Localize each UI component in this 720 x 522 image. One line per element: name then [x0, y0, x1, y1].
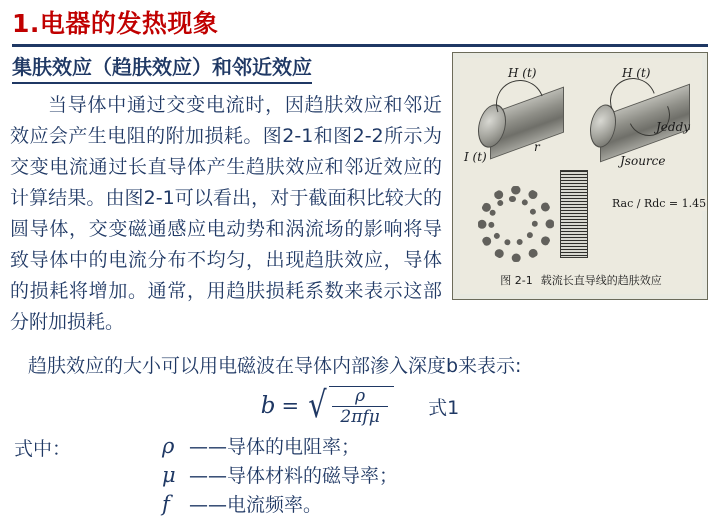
legend-head: 式中： [14, 438, 72, 460]
legend-symbol: μ [162, 463, 176, 487]
figure-label-i-left: I (t) [464, 150, 487, 164]
radicand [329, 386, 394, 426]
ratio-annotation [610, 196, 708, 211]
square-root-icon [306, 386, 394, 426]
radical-sign: √ [308, 384, 327, 426]
formula-row [0, 382, 720, 430]
title-divider [12, 44, 708, 47]
fraction-numerator: ρ [355, 385, 366, 406]
figure-image [460, 58, 707, 294]
legend-symbol: f [162, 492, 170, 516]
formula-label: 式1 [428, 396, 460, 419]
figure-label-h-right: H (t) [622, 66, 651, 80]
legend-description: ——导体材料的磁导率； [189, 465, 399, 487]
legend-row [14, 461, 714, 490]
legend-row [14, 490, 714, 519]
page-title: 1.电器的发热现象 [12, 9, 219, 38]
legend-symbol: ρ [162, 434, 175, 458]
legend [14, 432, 714, 519]
formula [261, 386, 394, 426]
figure-2-1 [452, 52, 708, 300]
color-scale-bar [560, 170, 588, 258]
body-paragraph: 当导体中通过交变电流时，因趋肤效应和邻近效应会产生电阻的附加损耗。图2-1和图2-2所示为交变电流通过长直导体产生趋肤效应和邻近效应的计算结果。由图2-1可以看出，对于截面积比较大的圆导体，交变磁通感应电动势和涡流场的影响将导致导体中的电流分布不均匀，出现趋肤效应，导体的损耗将增加。通常，用趋肤损耗系数来表示这部分附加损耗。 [10, 94, 442, 333]
formula-lhs: b [260, 393, 276, 419]
figure-label-r: r [534, 140, 540, 154]
figure-label-jsource: Jsource [620, 154, 666, 168]
legend-row [14, 432, 714, 461]
figure-caption-number: 图 2-1 [500, 274, 533, 287]
ratio-text: Rac / Rdc = 1.45 [612, 197, 707, 210]
body-paragraph-2: 趋肤效应的大小可以用电磁波在导体内部渗入深度b来表示: [28, 355, 522, 377]
legend-description: ——导体的电阻率； [189, 436, 361, 458]
title-bar [12, 8, 708, 48]
figure-label-jeddy: Jeddy [656, 120, 691, 134]
formula-equals: = [281, 394, 300, 418]
figure-label-h-left: H (t) [508, 66, 537, 80]
legend-description: ——电流频率。 [189, 494, 323, 516]
figure-caption [460, 272, 702, 288]
fraction-denominator: 2πfμ [340, 407, 380, 428]
section-subtitle: 集肤效应（趋肤效应）和邻近效应 [12, 54, 312, 84]
figure-caption-text: 载流长直导线的趋肤效应 [540, 274, 662, 287]
current-density-ring-inner [488, 196, 538, 246]
